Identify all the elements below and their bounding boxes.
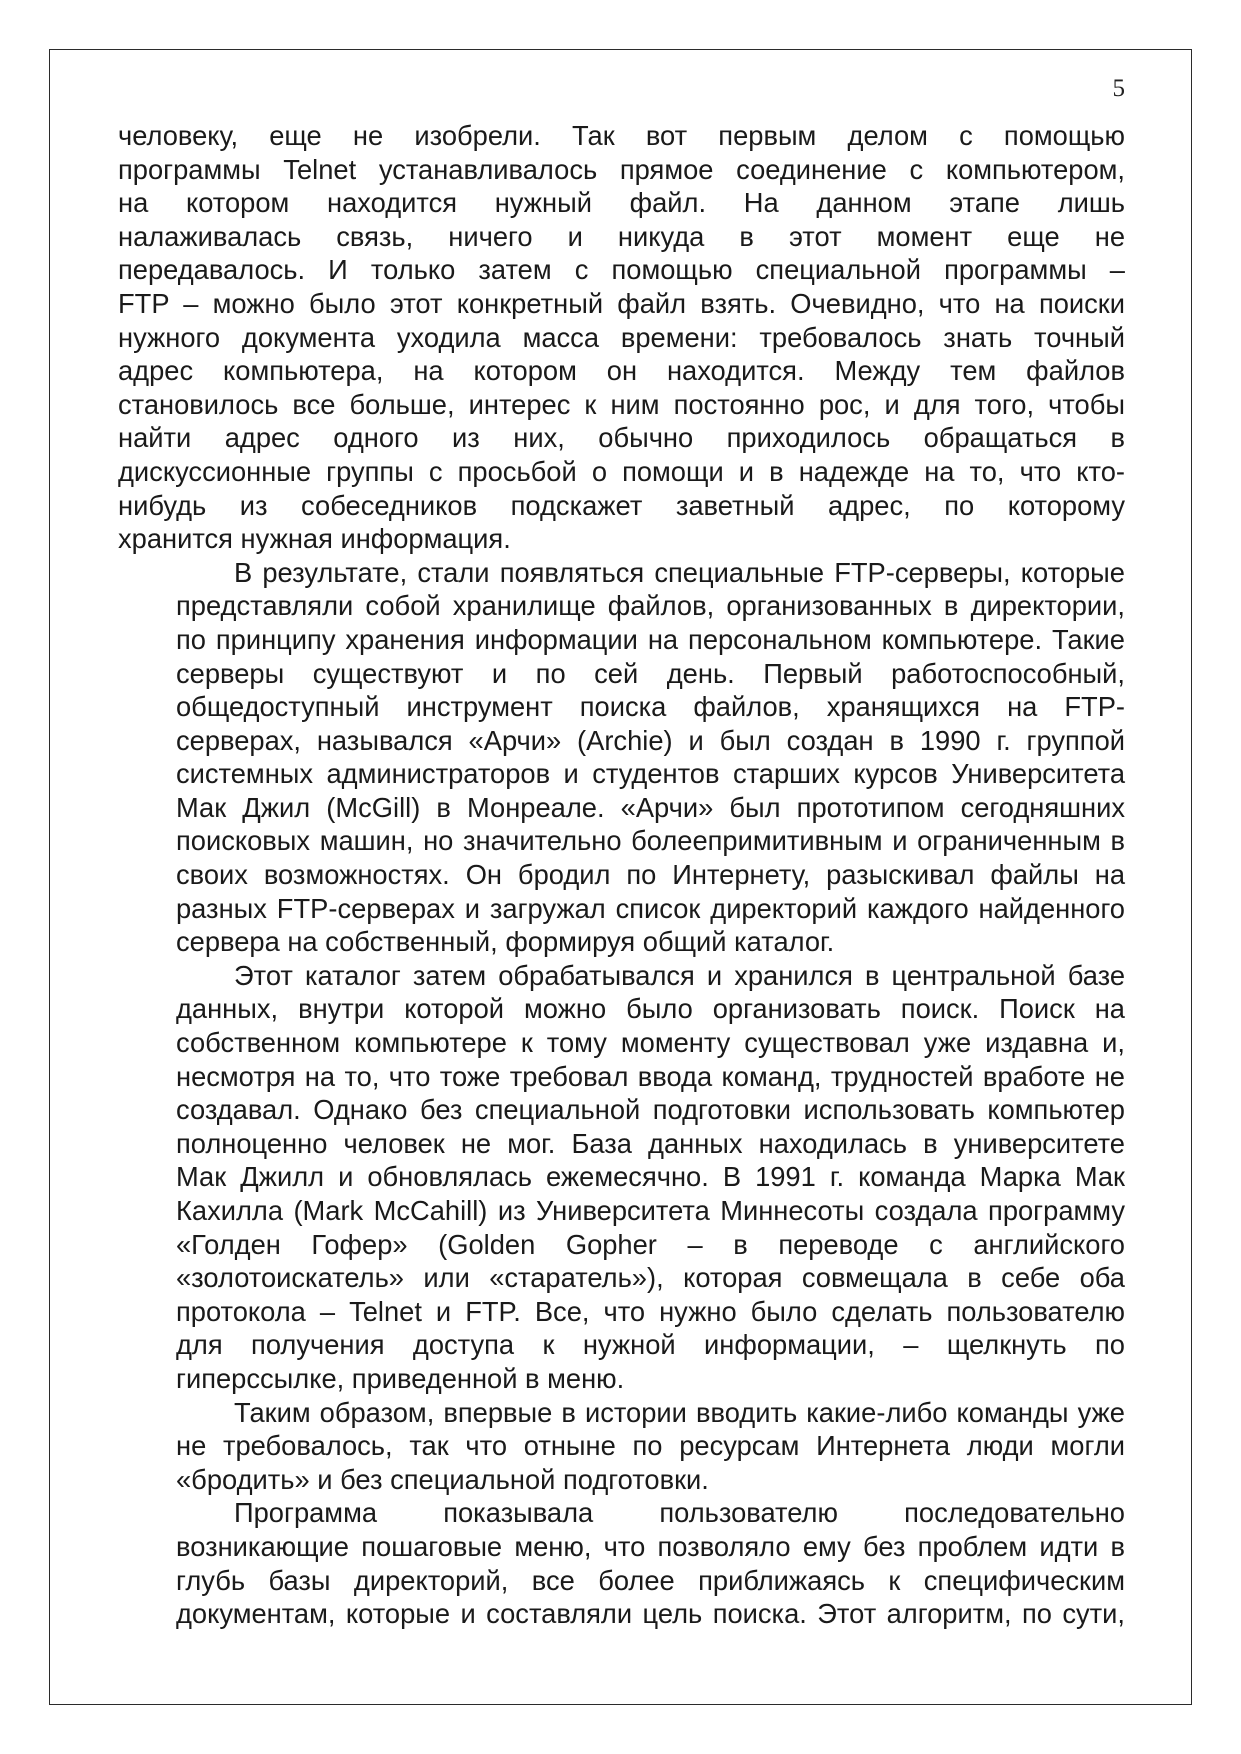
text-line: на котором находится нужный файл. На данном этапе лишь	[118, 187, 1125, 219]
text-line: создавал. Однако без специальной подготовки использовать компьютер	[176, 1094, 1125, 1126]
text-line: Таким образом, впервые в истории вводить какие-либо команды уже	[234, 1396, 1125, 1428]
paragraph	[118, 556, 1125, 959]
document-body	[118, 119, 1125, 1631]
text-line: серверы существуют и по сей день. Первый работоспособный,	[176, 657, 1125, 689]
text-line: нужного документа уходила масса времени: требовалось знать точный	[118, 321, 1125, 353]
text-line: Этот каталог затем обрабатывался и хранился в центральной базе	[234, 959, 1125, 991]
text-line: В результате, стали появляться специальные FTP-серверы, которые	[234, 556, 1125, 588]
text-line: Мак Джилл и обновлялась ежемесячно. В 1991 г. команда Марка Мак	[176, 1161, 1125, 1193]
text-line: своих возможностях. Он бродил по Интернету, разыскивал файлы на	[176, 859, 1125, 891]
text-line: становилось все больше, интерес к ним постоянно рос, и для того, чтобы	[118, 388, 1125, 420]
text-line: общедоступный инструмент поиска файлов, хранящихся на FTP-	[176, 691, 1125, 723]
text-line: собственном компьютере к тому моменту существовал уже издавна и,	[176, 1027, 1125, 1059]
text-line: дискуссионные группы с просьбой о помощи и в надежде на то, что кто-	[118, 455, 1125, 487]
text-line: человеку, еще не изобрели. Так вот первым делом с помощью	[118, 120, 1125, 151]
text-line: налаживалась связь, ничего и никуда в этот момент еще не	[118, 220, 1125, 252]
text-line: представляли собой хранилище файлов, организованных в директории,	[176, 590, 1125, 622]
text-line: полноценно человек не мог. База данных находилась в университете	[176, 1127, 1125, 1159]
text-line: глубь базы директорий, все более приближаясь к специфическим	[176, 1564, 1125, 1596]
text-line: несмотря на то, что тоже требовал ввода команд, трудностей вработе не	[176, 1060, 1125, 1092]
text-line: хранится нужная информация.	[118, 523, 511, 555]
text-line: для получения доступа к нужной информации, – щелкнуть по	[176, 1329, 1125, 1361]
paragraph	[118, 959, 1125, 1396]
text-line: адрес компьютера, на котором он находится. Между тем файлов	[118, 355, 1125, 387]
paragraph	[118, 1496, 1125, 1630]
text-line: разных FTP-серверах и загружал список директорий каждого найденного	[176, 892, 1125, 924]
text-line: системных администраторов и студентов старших курсов Университета	[176, 758, 1125, 790]
text-line: протокола – Telnet и FTP. Все, что нужно было сделать пользователю	[176, 1295, 1125, 1327]
text-line: не требовалось, так что отныне по ресурсам Интернета люди могли	[176, 1430, 1125, 1462]
text-line: передавалось. И только затем с помощью специальной программы –	[118, 254, 1125, 286]
text-line: «золотоискатель» или «старатель»), которая совмещала в себе оба	[176, 1262, 1125, 1294]
text-line: Кахилла (Mark McCahill) из Университета Миннесоты создала программу	[176, 1195, 1125, 1226]
text-line: Программа показывала пользователю последовательно	[234, 1497, 1125, 1529]
text-line: «Голден Гофер» (Golden Gopher – в переводе с английского	[176, 1228, 1125, 1260]
text-line: найти адрес одного из них, обычно приходилось обращаться в	[118, 422, 1125, 454]
text-line: «бродить» и без специальной подготовки.	[176, 1463, 709, 1495]
text-line: Мак Джил (McGill) в Монреале. «Арчи» был прототипом сегодняшних	[176, 791, 1125, 823]
text-line: программы Telnet устанавливалось прямое соединение с компьютером,	[118, 153, 1125, 185]
text-line: возникающие пошаговые меню, что позволяло ему без проблем идти в	[176, 1530, 1125, 1562]
paragraph	[118, 1396, 1125, 1497]
paragraph	[118, 119, 1125, 556]
text-line: сервера на собственный, формируя общий каталог.	[176, 926, 835, 958]
text-line: нибудь из собеседников подскажет заветный адрес, по которому	[118, 489, 1125, 521]
text-line: данных, внутри которой можно было организовать поиск. Поиск на	[176, 993, 1125, 1025]
text-line: серверах, назывался «Арчи» (Archie) и был создан в 1990 г. группой	[176, 724, 1125, 756]
text-line: FTP – можно было этот конкретный файл взять. Очевидно, что на поиски	[118, 287, 1125, 319]
text-line: гиперссылке, приведенной в меню.	[176, 1362, 625, 1394]
text-line: документам, которые и составляли цель поиска. Этот алгоритм, по сути,	[176, 1598, 1125, 1630]
text-line: по принципу хранения информации на персональном компьютере. Такие	[176, 623, 1125, 655]
text-line: поисковых машин, но значительно болеепримитивным и ограниченным в	[176, 825, 1125, 857]
page-number: 5	[1112, 75, 1125, 102]
